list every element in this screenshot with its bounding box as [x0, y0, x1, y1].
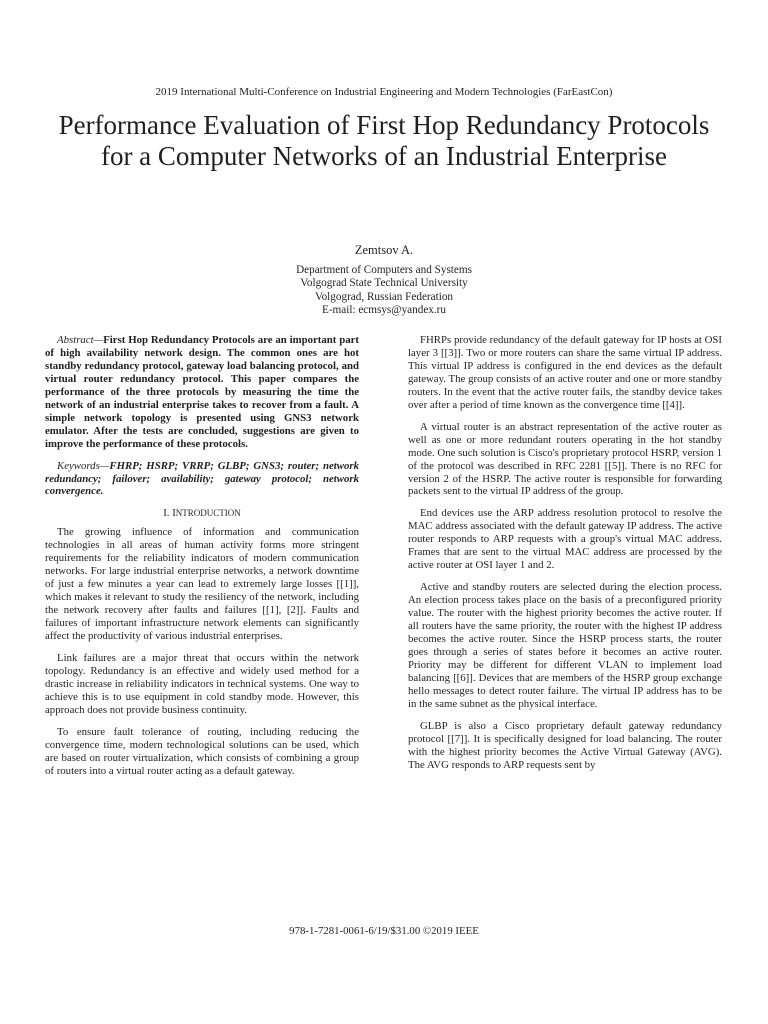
section-number: I.	[163, 507, 170, 520]
body-paragraph-virtual-router: A virtual router is an abstract representation of the active router as well as one or more redundant routers operating in the hot standby mode. One such solution is Cisco's proprietary protocol HSRP, version 1 of the protocol was described in RFC 2281 [[5]]. There is no RFC for version 2 of the HSRP. The active router is responsible for forwarding packets sent to the virtual IP address of the group.	[408, 420, 722, 498]
keywords-label: Keywords—	[57, 459, 110, 472]
paper-title: Performance Evaluation of First Hop Redundancy Protocols for a Computer Networks of an Industrial Enterprise	[58, 110, 710, 171]
copyright-footer: 978-1-7281-0061-6/19/$31.00 ©2019 IEEE	[289, 925, 479, 937]
author-department: Department of Computers and Systems	[296, 263, 472, 276]
body-paragraph-arp: End devices use the ARP address resolution protocol to resolve the MAC address associated with the default gateway IP address. The active router responds to ARP requests with a group's virtual MAC address. Frames that are sent to the virtual MAC address are processed by the active router at OSI layer 1 and 2.	[408, 507, 722, 572]
keywords	[45, 460, 359, 499]
body-paragraph-glbp: GLBP is also a Cisco proprietary default gateway redundancy protocol [[7]]. It is specifically designed for load balancing. The router with the highest priority becomes the Active Virtual Gateway (AVG). The AVG responds to ARP requests sent by	[408, 719, 722, 771]
author-university: Volgograd State Technical University	[300, 277, 468, 290]
abstract-label: Abstract—	[57, 334, 104, 346]
intro-paragraph-2: Link failures are a major threat that occurs within the network topology. Redundancy is an effective and widely used method for a drastic increase in reliability indicators in technical systems. One way to achieve this is to use equipment in cold standby mode. However, this approach does not provide business continuity.	[45, 651, 359, 716]
keywords-text: FHRP; HSRP; VRRP; GLBP; GNS3; router; network redundancy; failover; availability; gateway protocol; network convergence.	[45, 459, 359, 498]
conference-header: 2019 International Multi-Conference on Industrial Engineering and Modern Technologies (FarEastCon)	[155, 86, 613, 98]
abstract	[45, 334, 359, 451]
left-column	[45, 334, 359, 787]
abstract-text: First Hop Redundancy Protocols are an important part of high availability network design. The common ones are hot standby redundancy protocol, gateway load balancing protocol, and virtual router redundancy protocol. This paper compares the performance of the three protocols by measuring the time the network of an industrial enterprise takes to recover from a fault. A simple network topology is presented using GNS3 network emulator. After the tests are concluded, suggestions are given to improve the performance of these protocols.	[45, 334, 359, 450]
author-name: Zemtsov A.	[354, 243, 414, 257]
author-block	[0, 244, 768, 318]
author-email: E-mail: ecmsys@yandex.ru	[321, 304, 446, 317]
body-paragraph-fhrp: FHRPs provide redundancy of the default gateway for IP hosts at OSI layer 3 [[3]]. Two or more routers can share the same virtual IP address. This virtual IP address is configured in the end devices as the default gateway. The group consists of an active router and one or more standby routers. In the event that the active router fails, the standby device takes over after a period of time known as the convergence time [[4]].	[408, 334, 722, 411]
body-paragraph-election: Active and standby routers are selected during the election process. An election process takes place on the basis of a preconfigured priority value. The router with the highest priority becomes the active router. If all routers have the same priority, the router with the highest IP address becomes the active router. Since the HSRP process starts, the router goes through a series of states before it becomes an active router. Priority may be different for different VLAN to implement load balancing [[6]]. Devices that are members of the HSRP group exchange hello messages to detect router failure. The virtual IP address has to be in the same subnet as the physical interface.	[408, 581, 722, 710]
intro-paragraph-3: To ensure fault tolerance of routing, including reducing the convergence time, modern technological solutions can be used, which are based on router virtualization, which consists of combining a group of routers into a virtual router acting as a default gateway.	[45, 725, 359, 777]
section-heading-introduction	[45, 507, 359, 520]
intro-paragraph-1: The growing influence of information and communication technologies in all areas of human activity forms more stringent requirements for the reliability indicators of modern communication networks. For large industrial enterprise networks, a network downtime of just a few minutes a year can lead to extremely large losses [[1]], which makes it relevant to study the resiliency of the network, including the network recovery after faults and failures [[1], [2]]. Faults and failures of important infrastructure network elements can significantly affect the productivity of various industrial enterprises.	[45, 526, 359, 643]
section-initial: I	[172, 507, 176, 520]
right-column	[408, 334, 722, 781]
author-location: Volgograd, Russian Federation	[314, 290, 454, 303]
section-title-rest: NTRODUCTION	[175, 508, 241, 519]
